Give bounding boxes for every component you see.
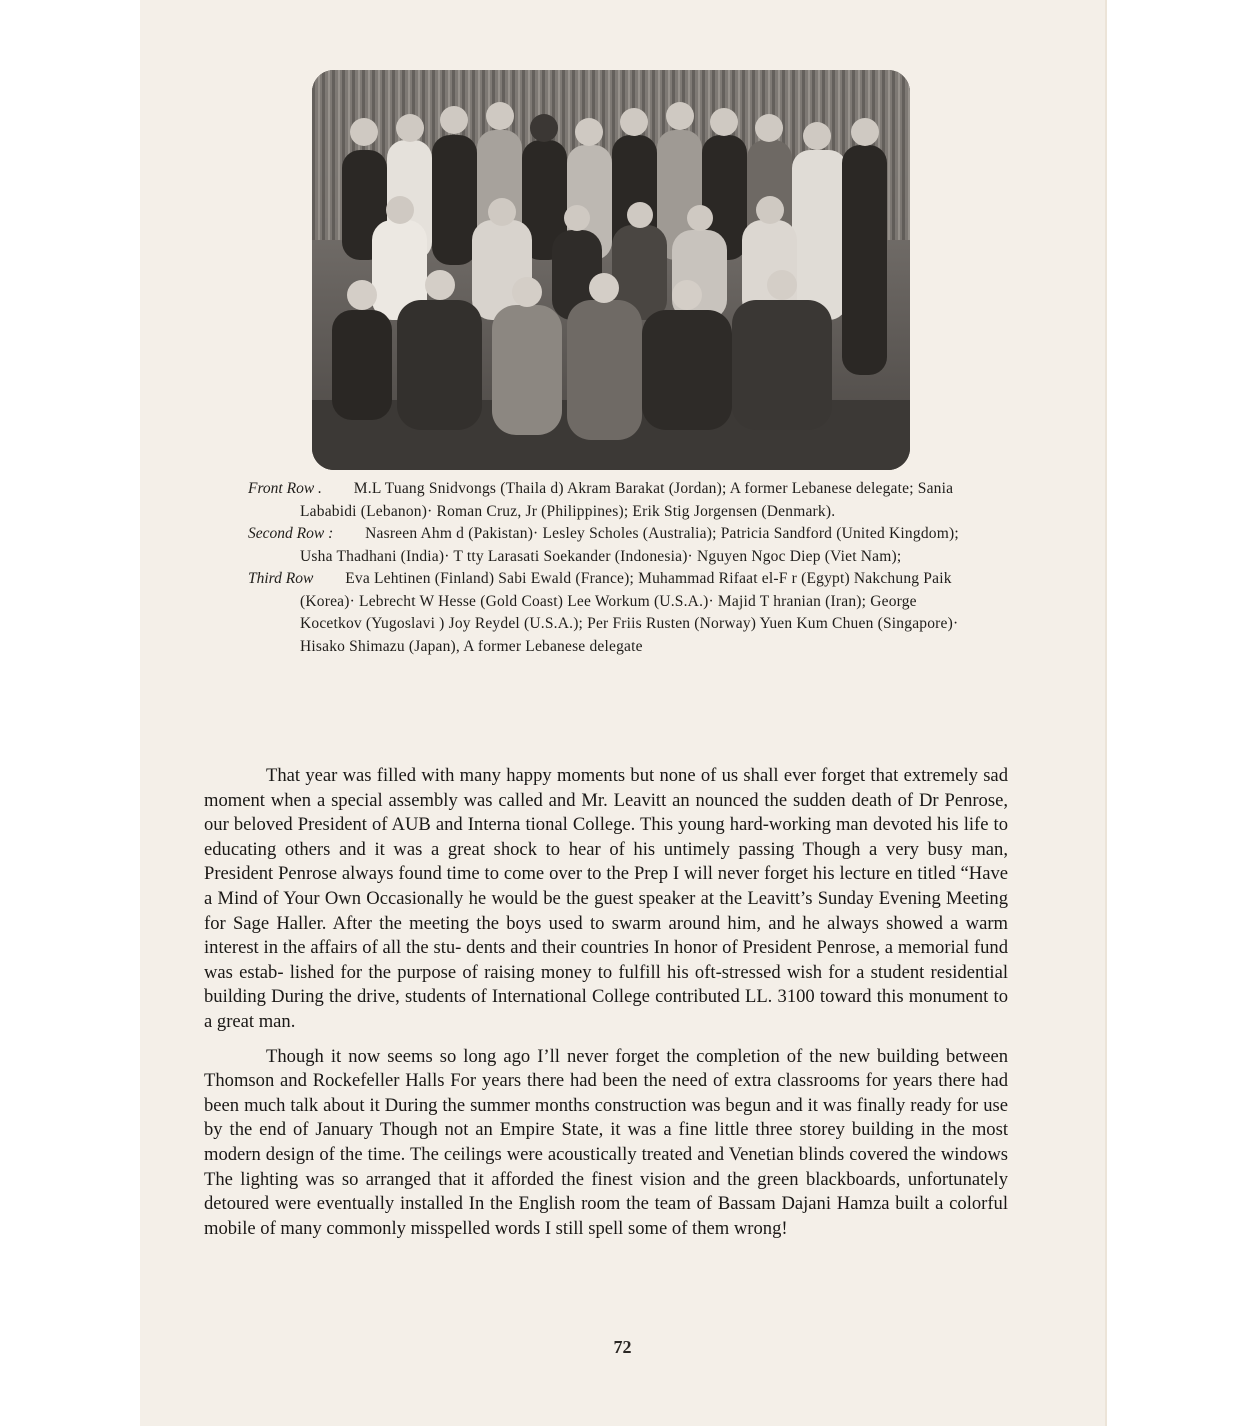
caption-text-second-row: Nasreen Ahm d (Pakistan)· Lesley Scholes (Australia); Patricia Sandford (United Kingdom); Usha Thadhani (India)· T tty Larasati Soekander (Indonesia)· Nguyen Ngoc Diep (Viet Nam); [300, 525, 959, 565]
page-number: 72 [613, 1337, 632, 1357]
caption-text-third-row: Eva Lehtinen (Finland) Sabi Ewald (France); Muhammad Rifaat el-F r (Egypt) Nakchung Paik (Korea)· Lebrecht W Hesse (Gold Coast) Lee Workum (U.S.A.)· Majid T hranian (Iran); George Kocetkov (Yugoslavi ) Joy Reydel (U.S.A.); Per Friis Rusten (Norway) Yuen Kum Chuen (Singapore)· Hisako Shimazu (Japan), A former Lebanese delegate [300, 570, 959, 655]
caption-text-front-row: M.L Tuang Snidvongs (Thaila d) Akram Barakat (Jordan); A former Lebanese delegate; Sania Lababidi (Lebanon)· Roman Cruz, Jr (Philippines); Erik Stig Jorgensen (Denmark). [300, 480, 954, 520]
caption-third-row [248, 568, 972, 658]
caption-label-third-row: Third Row [248, 570, 314, 587]
paragraph-1: That year was filled with many happy moments but none of us shall ever forget that extremely sad moment when a special assembly was called and Mr. Leavitt an nounced the sudden death of Dr Penrose, our beloved President of AUB and Interna tional College. This young hard-working man devoted his life to educating others and it was a great shock to hear of his untimely passing Though a very busy man, President Penrose always found time to come over to the Prep I will never forget his lecture en titled “Have a Mind of Your Own Occasionally he would be the guest speaker at the Leavitt’s Sunday Evening Meeting for Sage Haller. After the meeting the boys used to swarm around him, and he always showed a warm interest in the affairs of all the stu- dents and their countries In honor of President Penrose, a memorial fund was estab- lished for the purpose of raising money to fulfill his oft-stressed wish for a student residential building During the drive, students of International College contributed LL. 3100 toward this monument to a great man. [204, 765, 1008, 1032]
paragraph-2: Though it now seems so long ago I’ll never forget the completion of the new building between Thomson and Rockefeller Halls For years there had been the need of extra classrooms for years there had been much talk about it During the summer months construction was begun and it was finally ready for use by the end of January Though not an Empire State, it was a fine little three storey building in the most modern design of the time. The ceilings were acoustically treated and Venetian blinds covered the windows The lighting was so arranged that it afforded the finest vision and the green blackboards, unfortunately detoured were eventually installed In the English room the team of Bassam Dajani Hamza built a colorful mobile of many commonly misspelled words I still spell some of them wrong! [204, 1045, 1008, 1239]
group-photo [312, 70, 910, 470]
body-text [204, 764, 1008, 1251]
caption-label-second-row: Second Row : [248, 525, 334, 542]
photo-caption [248, 478, 972, 658]
caption-label-front-row: Front Row . [248, 480, 322, 497]
caption-front-row [248, 478, 972, 523]
caption-second-row [248, 523, 972, 568]
group-photo-image [312, 70, 910, 470]
